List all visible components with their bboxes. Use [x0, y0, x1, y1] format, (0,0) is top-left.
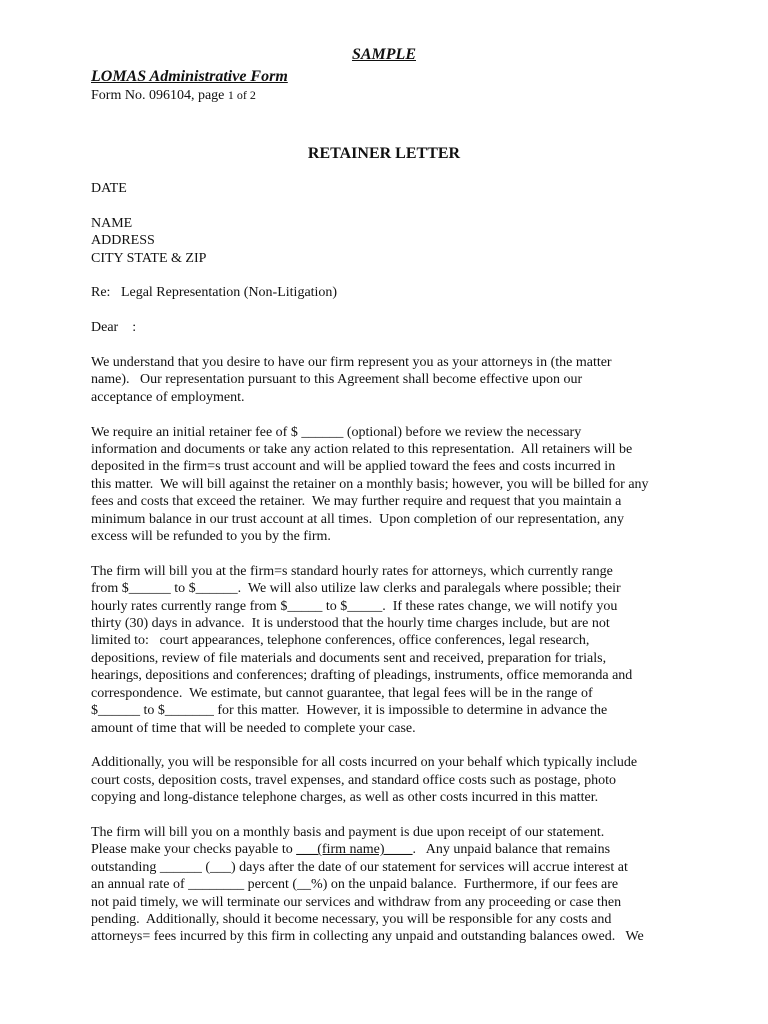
paragraph-line: information and documents or take any action related to this representation. All retainers will be [91, 442, 633, 458]
address-street: ADDRESS [91, 233, 155, 249]
paragraph-line: thirty (30) days in advance. It is understood that the hourly time charges include, but are not [91, 616, 610, 632]
paragraph-line: fees and costs that exceed the retainer. We may further require and request that you maintain a [91, 494, 622, 510]
paragraph-line: We require an initial retainer fee of $ ______ (optional) before we review the necessary [91, 424, 582, 440]
sample-heading: SAMPLE [351, 46, 416, 63]
paragraph-line: The firm will bill you at the firm=s standard hourly rates for attorneys, which currently range [91, 563, 613, 579]
form-title: LOMAS Administrative Form [91, 68, 288, 85]
address-city: CITY STATE & ZIP [91, 250, 207, 266]
paragraph-line: depositions, review of file materials and documents sent and received, preparation for trials, [91, 650, 607, 666]
paragraph-line: deposited in the firm=s trust account and will be applied toward the fees and costs incurred in [91, 459, 616, 475]
paragraph-line: The firm will bill you on a monthly basis and payment is due upon receipt of our statement. [91, 824, 605, 840]
firm-name-blank: ___(firm name)____ [296, 842, 413, 858]
address-name: NAME [91, 215, 133, 231]
paragraph-line-payable [91, 841, 691, 858]
letter-title: RETAINER LETTER [307, 145, 461, 162]
paragraph-line: excess will be refunded to you by the firm. [91, 529, 331, 545]
paragraph-line: We understand that you desire to have our firm represent you as your attorneys in (the matter [91, 355, 612, 370]
paragraph-line: minimum balance in our trust account at all times. Upon completion of our representation, any [91, 511, 625, 527]
letter-body [91, 180, 691, 946]
paragraph-line: hourly rates currently range from $_____ to $_____. If these rates change, we will notify you [91, 598, 618, 614]
paragraph-line: correspondence. We estimate, but cannot guarantee, that legal fees will be in the range of [91, 685, 593, 701]
paragraph-line: outstanding ______ (___) days after the date of our statement for services will accrue interest at [91, 859, 628, 875]
paragraph-line: pending. Additionally, should it become necessary, you will be responsible for any costs and [91, 911, 612, 927]
date-line: DATE [91, 181, 127, 196]
paragraph-line: court costs, deposition costs, travel expenses, and standard office costs such as postage, photo [91, 772, 617, 788]
paragraph-line: $______ to $_______ for this matter. However, it is impossible to determine in advance the [91, 703, 608, 719]
form-number-text: Form No. 096104, page [91, 88, 225, 103]
paragraph-line: amount of time that will be needed to complete your case. [91, 720, 416, 736]
paragraph-line: an annual rate of ________ percent (__%) on the unpaid balance. Furthermore, if our fees are [91, 877, 619, 893]
paragraph-line: from $______ to $______. We will also utilize law clerks and paralegals where possible; their [91, 581, 621, 597]
paragraph-line: not paid timely, we will terminate our services and withdraw from any proceeding or case then [91, 894, 622, 910]
paragraph-line: limited to: court appearances, telephone conferences, office conferences, legal research, [91, 633, 590, 649]
paragraph-line: attorneys= fees incurred by this firm in collecting any unpaid and outstanding balances owed. We [91, 929, 644, 945]
page-info: 1 of 2 [227, 88, 256, 102]
form-number [91, 88, 256, 104]
salutation: Dear : [91, 320, 137, 336]
paragraph-line: Additionally, you will be responsible for all costs incurred on your behalf which typically include [91, 755, 638, 771]
paragraph-line: acceptance of employment. [91, 389, 245, 405]
paragraph-line: copying and long-distance telephone charges, as well as other costs incurred in this matter. [91, 790, 599, 806]
payable-after: . Any unpaid balance that remains [412, 842, 611, 858]
paragraph-line: hearings, depositions and conferences; drafting of pleadings, instruments, office memoranda and [91, 668, 633, 684]
payable-before: Please make your checks payable to [91, 842, 297, 858]
re-line: Re: Legal Representation (Non-Litigation) [91, 285, 338, 301]
paragraph-line: name). Our representation pursuant to this Agreement shall become effective upon our [91, 372, 583, 388]
paragraph-line: this matter. We will bill against the retainer on a monthly basis; however, you will be billed for any [91, 476, 649, 492]
